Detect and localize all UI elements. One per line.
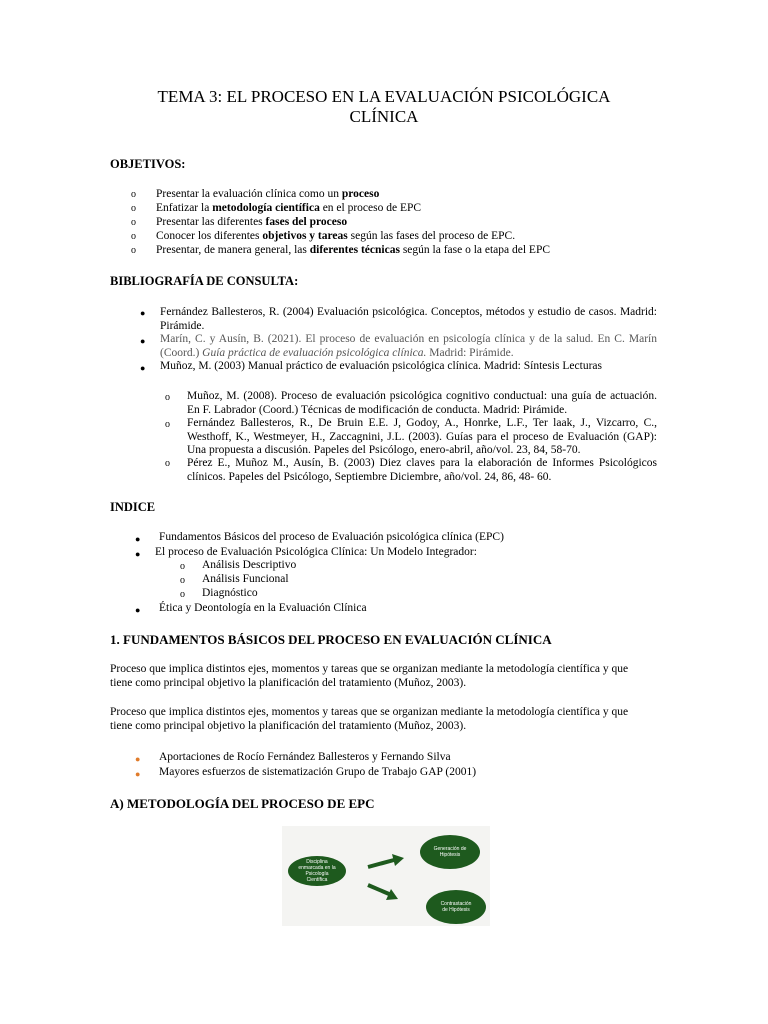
biblio-sub-2: Fernández Ballesteros, R., De Bruin E.E. J, Godoy, A., Honrke, L.F., Ter laak, J., Vizcarro, C., Westhoff, K., Westmeyer, H., Zaccagnini, J.L. (2003). Guías para el proceso de Evaluación (GAP): Una propuesta a discusión. Papeles del Psicólogo, enero-abril, año/vol. 23, 84, 58-70. [187,417,657,456]
circle-bullet-icon: o [165,419,170,430]
objetivo-bold: metodología científica [212,202,320,214]
circle-bullet-icon: o [165,458,170,469]
bullet-icon: ● [135,534,141,544]
paragraph-line: Proceso que implica distintos ejes, momentos y tareas que se organizan mediante la metodología científica y que [110,706,629,718]
objetivo-text: Presentar la evaluación clínica como un [156,188,342,200]
objetivo-text-post: según las fases del proceso de EPC. [347,230,516,242]
biblio-sub-3: Pérez E., Muñoz M., Ausín, B. (2003) Diez claves para la elaboración de Informes Psicológicos clínicos. Papeles del Psicólogo, Septiembre Diciembre, año/vol. 24, 86, 48- 60. [187,457,657,483]
circle-bullet-icon: o [131,189,136,200]
bibliografia-heading: BIBLIOGRAFÍA DE CONSULTA: [110,274,299,288]
indice-sub-1: Análisis Descriptivo [202,559,297,571]
objetivo-text: Enfatizar la [156,202,213,214]
bullet-icon: ● [135,605,141,615]
page-title [0,87,768,127]
indice-heading: INDICE [110,500,156,514]
orange-bullet-icon: ● [135,769,141,779]
circle-bullet-icon: o [180,575,185,586]
objetivo-text-post: en el proceso de EPC [319,202,422,214]
arrow-right-up-icon [368,854,404,867]
biblio-sub-1: Muñoz, M. (2008). Proceso de evaluación psicológica cognitivo conductual: una guía de actuación. En F. Labrador (Coord.) Técnicas de modificación de conducta. Madrid: Pirámide. [187,390,657,416]
bullet-icon: ● [140,308,146,318]
biblio-entry-2-post: Madrid: Pirámide. [426,346,514,359]
diagram-node-label: Disciplina enmarcada en la Psicología Científica [298,859,336,883]
circle-bullet-icon: o [180,561,185,572]
circle-bullet-icon: o [165,392,170,403]
biblio-entry-2-italic: Guía práctica de evaluación psicológica clínica. [202,346,427,359]
section-1-item-2: Mayores esfuerzos de sistematización Grupo de Trabajo GAP (2001) [159,766,477,778]
objetivo-text: Presentar las diferentes [156,216,266,228]
circle-bullet-icon: o [131,231,136,242]
section-a-heading: A) METODOLOGÍA DEL PROCESO DE EPC [110,796,375,811]
title-line-2: CLÍNICA [349,107,419,126]
section-1-paragraph-1 [110,663,628,690]
indice-item-3: Ética y Deontología en la Evaluación Clínica [159,602,367,614]
objetivo-bold: proceso [341,188,380,200]
section-1-heading: 1. FUNDAMENTOS BÁSICOS DEL PROCESO EN EVALUACIÓN CLÍNICA [110,632,552,647]
biblio-entry-1: Fernández Ballesteros, R. (2004) Evaluación psicológica. Conceptos, métodos y estudio de casos. Madrid: Pirámide. [160,306,657,332]
biblio-entry-3: Muñoz, M. (2003) Manual práctico de evaluación psicológica clínica. Madrid: Síntesis Lecturas [160,360,602,372]
methodology-diagram [282,826,490,926]
circle-bullet-icon: o [131,217,136,228]
objetivos-heading: OBJETIVOS: [110,157,186,171]
objetivo-text-post: según la fase o la etapa del EPC [399,244,551,256]
bullet-icon: ● [140,336,146,346]
biblio-entry-2-text: Marín, C. y Ausín, B. (2021). El proceso de evaluación en psicología clínica y de la salud. En C. Marín (Coord.) [160,333,657,359]
objetivo-bold: diferentes técnicas [309,244,400,256]
indice-sub-3: Diagnóstico [202,587,258,599]
indice-item-2: El proceso de Evaluación Psicológica Clínica: Un Modelo Integrador: [155,546,477,558]
objetivo-text: Presentar, de manera general, las [156,244,310,256]
diagram-node-label: Contrastación de Hipótesis [440,901,472,913]
paragraph-line: tiene como principal objetivo la planificación del tratamiento (Muñoz, 2003). [110,719,467,732]
biblio-entry-2 [160,333,657,360]
section-1-item-1: Aportaciones de Rocío Fernández Ballesteros y Fernando Silva [159,751,451,763]
indice-sub-2: Análisis Funcional [202,573,289,585]
paragraph-line: tiene como principal objetivo la planificación del tratamiento (Muñoz, 2003). [110,676,467,689]
circle-bullet-icon: o [180,589,185,600]
objetivo-bold: fases del proceso [265,216,348,228]
paragraph-line: Proceso que implica distintos ejes, momentos y tareas que se organizan mediante la metodología científica y que [110,663,629,675]
diagram-arrows [282,826,490,926]
bullet-icon: ● [135,549,141,559]
circle-bullet-icon: o [131,203,136,214]
arrow-right-down-icon [368,885,398,900]
diagram-node-label: Generación de Hipótesis [433,846,467,858]
title-line-1: TEMA 3: EL PROCESO EN LA EVALUACIÓN PSICOLÓGICA [157,87,611,106]
indice-item-1: Fundamentos Básicos del proceso de Evaluación psicológica clínica (EPC) [159,531,504,543]
bullet-icon: ● [140,363,146,373]
objetivo-bold: objetivos y tareas [262,230,348,242]
circle-bullet-icon: o [131,245,136,256]
objetivo-text: Conocer los diferentes [156,230,263,242]
section-1-paragraph-2 [110,706,628,733]
orange-bullet-icon: ● [135,754,141,764]
